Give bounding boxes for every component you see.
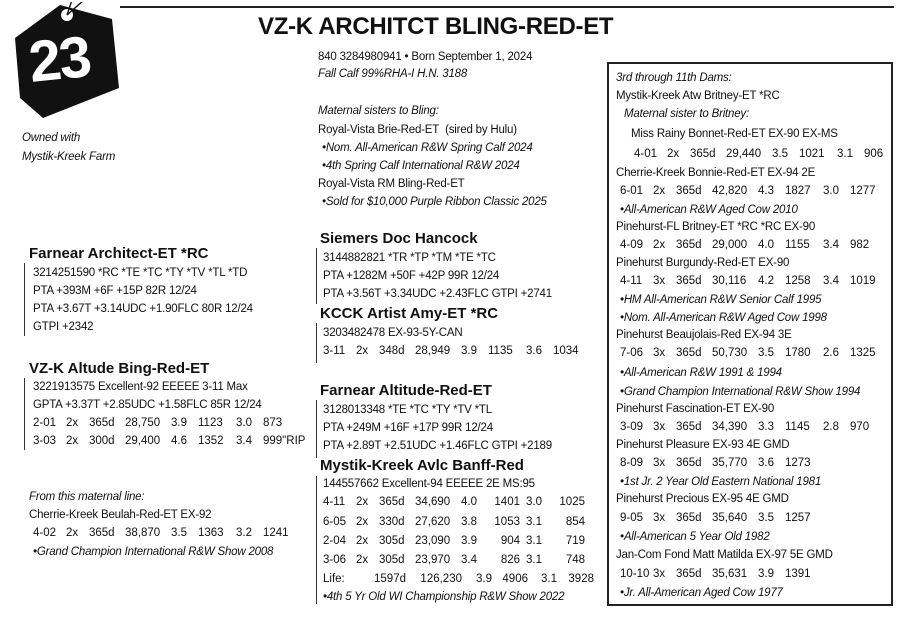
kcck-name: KCCK Artist Amy-ET *RC xyxy=(320,305,499,322)
dam-entry-name: Pinehurst Fascination-ET EX-90 xyxy=(616,403,775,415)
dam-entry-award: •Nom. All-American R&W Aged Cow 1998 xyxy=(620,312,827,324)
dam-entry-name: Pinehurst Pleasure EX-93 4E GMD xyxy=(616,439,790,451)
dam-entry-record: 8-09 3x 365d 35,770 3.6 1273 xyxy=(620,457,811,469)
siemers-line: PTA +3.56T +3.34UDC +2.43FLC GTPI +2741 xyxy=(323,288,552,300)
dam-entry-record: 3-09 3x 365d 34,390 3.3 1145 2.8 970 xyxy=(620,421,870,433)
sister1-award: •Nom. All-American R&W Spring Calf 2024 xyxy=(322,142,533,154)
dam-entry-award: •Jr. All-American Aged Cow 1977 xyxy=(620,587,783,599)
dam-line: GPTA +3.37T +2.85UDC +1.58FLC 85R 12/24 xyxy=(33,399,262,411)
dam-record: 2-01 2x 365d 28,750 3.9 1123 3.0 873 xyxy=(33,417,283,429)
kcck-bracket xyxy=(316,323,317,363)
dam-entry-record: 10-10 3x 365d 35,631 3.9 1391 xyxy=(620,568,811,580)
dam-entry-record: 4-11 3x 365d 30,116 4.2 1258 3.4 1019 xyxy=(620,275,876,287)
maternal-line-record: 4-02 2x 365d 38,870 3.5 1363 3.2 1241 xyxy=(33,527,289,539)
farnear-altitude-name: Farnear Altitude-Red-ET xyxy=(320,382,492,399)
dam-entry-name: Mystik-Kreek Atw Britney-ET *RC xyxy=(616,90,780,102)
lot-tag xyxy=(12,2,122,120)
dam-bracket xyxy=(24,378,25,450)
mystik-award: •4th 5 Yr Old WI Championship R&W Show 2022 xyxy=(323,591,565,603)
maternal-line-header: From this maternal line: xyxy=(29,491,145,503)
maternal-line-award: •Grand Champion International R&W Show 2008 xyxy=(33,546,274,558)
dam-record: 3-03 2x 300d 29,400 4.6 1352 3.4 999"RIP xyxy=(33,435,306,447)
mystik-line: 144557662 Excellent-94 EEEEE 2E MS:95 xyxy=(323,478,535,490)
britney-sister-header: Maternal sister to Britney: xyxy=(624,108,749,120)
sire-line: PTA +3.67T +3.14UDC +1.90FLC 80R 12/24 xyxy=(33,303,253,315)
siemers-line: PTA +1282M +50F +42P 99R 12/24 xyxy=(323,270,500,282)
kcck-line: 3203482478 EX-93-5Y-CAN xyxy=(323,327,463,339)
dam-entry-award: •HM All-American R&W Senior Calf 1995 xyxy=(620,294,822,306)
dam-entry-name: Pinehurst Beaujolais-Red EX-94 3E xyxy=(616,329,792,341)
dam-entry-award: •Grand Champion International R&W Show 1994 xyxy=(620,386,861,398)
siemers-line: 3144882821 *TR *TP *TM *TE *TC xyxy=(323,252,496,264)
dam-entry-award: •All-American R&W 1991 & 1994 xyxy=(620,367,782,379)
owned-with: Owned with xyxy=(22,132,81,144)
sire-line: PTA +393M +6F +15P 82R 12/24 xyxy=(33,285,197,297)
dam-entry-award: •All-American 5 Year Old 1982 xyxy=(620,531,770,543)
page-title: VZ-K ARCHITCT BLING-RED-ET xyxy=(258,13,614,40)
farnear-altitude-line: 3128013348 *TE *TC *TY *TV *TL xyxy=(323,404,492,416)
farnear-altitude-line: PTA +2.89T +2.51UDC +1.46FLC GTPI +2189 xyxy=(323,440,552,452)
maternal-sisters-header: Maternal sisters to Bling: xyxy=(318,105,439,117)
siemers-bracket xyxy=(316,248,317,304)
farnear-altitude-bracket xyxy=(316,400,317,458)
farnear-altitude-line: PTA +249M +16F +17P 99R 12/24 xyxy=(323,422,493,434)
lot-number: 23 xyxy=(25,24,93,95)
sire-line: GTPI +2342 xyxy=(33,321,94,333)
dam-line: 3221913575 Excellent-92 EEEEE 3-11 Max xyxy=(33,381,248,393)
owner-name: Mystik-Kreek Farm xyxy=(22,151,116,163)
dam-entry-name: Pinehurst Precious EX-95 4E GMD xyxy=(616,493,789,505)
top-rule xyxy=(120,6,894,8)
dam-entry-name: Jan-Com Fond Matt Matilda EX-97 5E GMD xyxy=(616,549,833,561)
sister1: Royal-Vista Brie-Red-ET (sired by Hulu) xyxy=(318,124,517,136)
britney-sister-name: Miss Rainy Bonnet-Red-ET EX-90 EX-MS xyxy=(631,128,838,140)
mystik-record: 4-11 2x 365d 34,690 4.0 1401 3.0 1025 xyxy=(323,496,585,508)
britney-sister-record: 4-01 2x 365d 29,440 3.5 1021 3.1 906 xyxy=(634,148,884,160)
fall-line: Fall Calf 99%RHA-I H.N. 3188 xyxy=(318,68,468,80)
dam-entry-record: 6-01 2x 365d 42,820 4.3 1827 3.0 1277 xyxy=(620,185,876,197)
sire-name: Farnear Architect-ET *RC xyxy=(29,245,209,262)
mystik-bracket xyxy=(316,476,317,604)
id-line: 840 3284980941 • Born September 1, 2024 xyxy=(318,51,533,63)
mystik-name: Mystik-Kreek Avlc Banff-Red xyxy=(320,457,524,474)
sister2: Royal-Vista RM Bling-Red-ET xyxy=(318,178,465,190)
dam-name: VZ-K Altude Bing-Red-ET xyxy=(29,360,210,377)
mystik-life: Life: 1597d 126,230 3.9 4906 3.1 3928 xyxy=(323,573,594,585)
dams-header: 3rd through 11th Dams: xyxy=(616,72,732,84)
dam-entry-award: •All-American R&W Aged Cow 2010 xyxy=(620,204,798,216)
maternal-line-name: Cherrie-Kreek Beulah-Red-ET EX-92 xyxy=(29,509,212,521)
mystik-record: 3-06 2x 305d 23,970 3.4 826 3.1 748 xyxy=(323,554,585,566)
dam-entry-record: 4-09 2x 365d 29,000 4.0 1155 3.4 982 xyxy=(620,239,870,251)
dam-entry-record: 7-06 3x 365d 50,730 3.5 1780 2.6 1325 xyxy=(620,347,876,359)
dam-entry-name: Cherrie-Kreek Bonnie-Red-ET EX-94 2E xyxy=(616,167,816,179)
mystik-record: 6-05 2x 330d 27,620 3.8 1053 3.1 854 xyxy=(323,516,585,528)
sire-bracket xyxy=(24,263,25,336)
dam-entry-record: 9-05 3x 365d 35,640 3.5 1257 xyxy=(620,512,811,524)
sire-line: 3214251590 *RC *TE *TC *TY *TV *TL *TD xyxy=(33,267,248,279)
siemers-name: Siemers Doc Hancock xyxy=(320,230,478,247)
mystik-record: 2-04 2x 305d 23,090 3.9 904 3.1 719 xyxy=(323,535,585,547)
sister2-award: •Sold for $10,000 Purple Ribbon Classic 2025 xyxy=(322,196,547,208)
dam-entry-award: •1st Jr. 2 Year Old Eastern National 1981 xyxy=(620,476,822,488)
sister1-award: •4th Spring Calf International R&W 2024 xyxy=(322,160,520,172)
dam-entry-name: Pinehurst-FL Britney-ET *RC *RC EX-90 xyxy=(616,221,816,233)
dam-entry-name: Pinehurst Burgundy-Red-ET EX-90 xyxy=(616,257,790,269)
kcck-record: 3-11 2x 348d 28,949 3.9 1135 3.6 1034 xyxy=(323,345,579,357)
